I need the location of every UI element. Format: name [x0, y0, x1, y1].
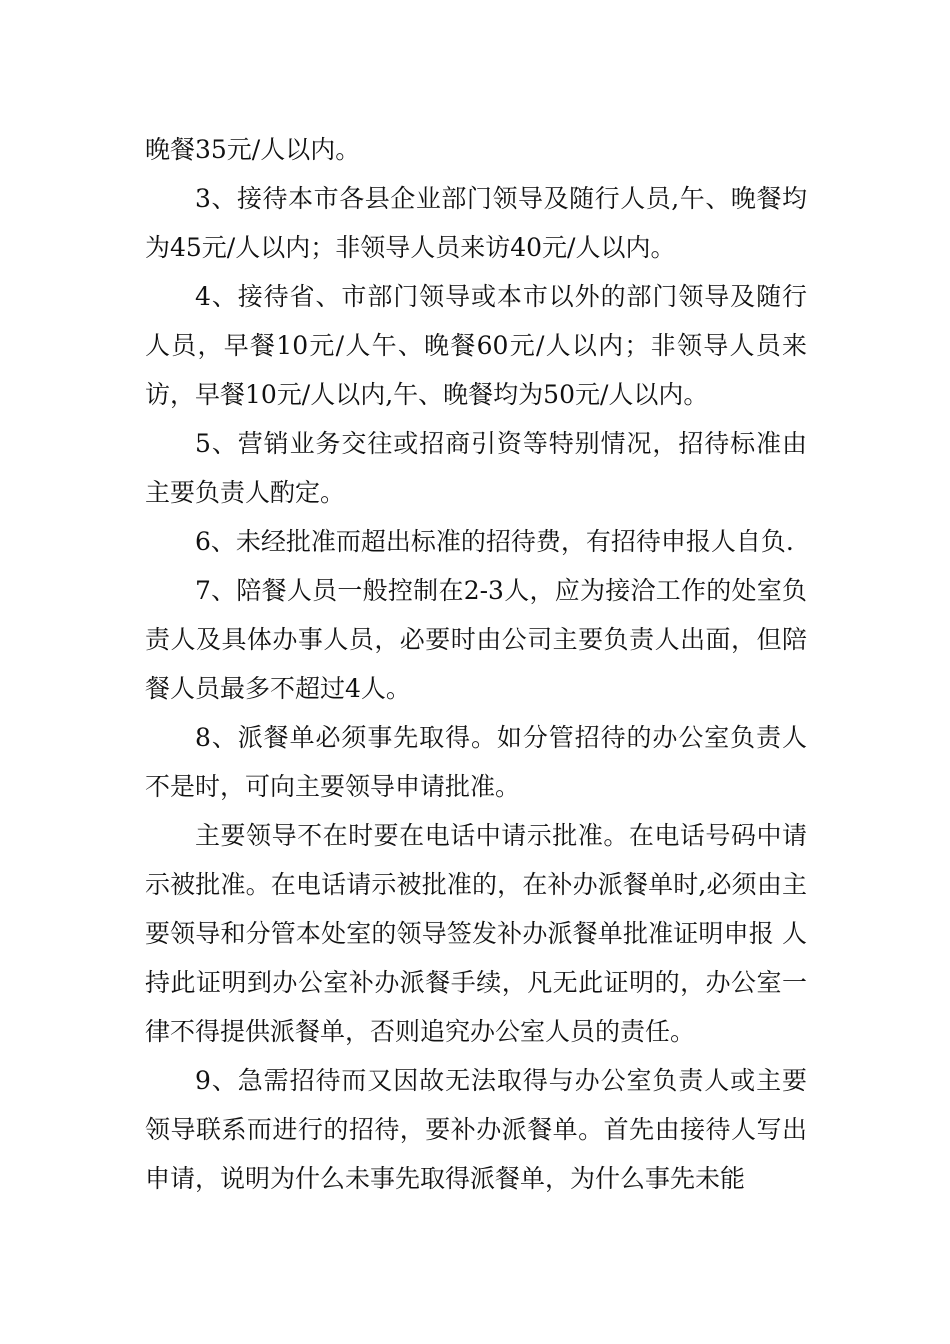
- document-body: [145, 125, 807, 1203]
- paragraph-item-4: 4、接待省、市部门领导或本市以外的部门领导及随行人员，早餐10元/人午、晚餐60元/人以内；非领导人员来访，早餐10元/人以内,午、晚餐均为50元/人以内。: [145, 282, 807, 409]
- paragraph-item-6: 6、未经批准而超出标准的招待费，有招待申报人自负.: [195, 527, 794, 556]
- paragraph-item-7: 7、陪餐人员一般控制在2-3人，应为接洽工作的处室负责人及具体办事人员，必要时由公司主要负责人出面，但陪餐人员最多不超过4人。: [145, 576, 807, 703]
- paragraph-item-8: 8、派餐单必须事先取得。如分管招待的办公室负责人不是时，可向主要领导申请批准。: [145, 723, 807, 801]
- paragraph-item-5: 5、营销业务交往或招商引资等特别情况，招待标准由主要负责人酌定。: [145, 429, 807, 507]
- paragraph-dinner-limit: 晚餐35元/人以内。: [145, 135, 361, 164]
- paragraph-phone-approval: 主要领导不在时要在电话中请示批准。在电话号码中请示被批准。在电话请示被批准的，在补办派餐单时,必须由主要领导和分管本处室的领导签发补办派餐单批准证明申报 人持此证明到办公室补办派餐手续，凡无此证明的，办公室一律不得提供派餐单，否则追究办公室人员的责任。: [145, 821, 807, 1046]
- paragraph-item-3: 3、接待本市各县企业部门领导及随行人员,午、晚餐均为45元/人以内；非领导人员来访40元/人以内。: [145, 184, 807, 262]
- paragraph-item-9: 9、急需招待而又因故无法取得与办公室负责人或主要领导联系而进行的招待，要补办派餐单。首先由接待人写出申请，说明为什么未事先取得派餐单，为什么事先未能: [145, 1066, 807, 1193]
